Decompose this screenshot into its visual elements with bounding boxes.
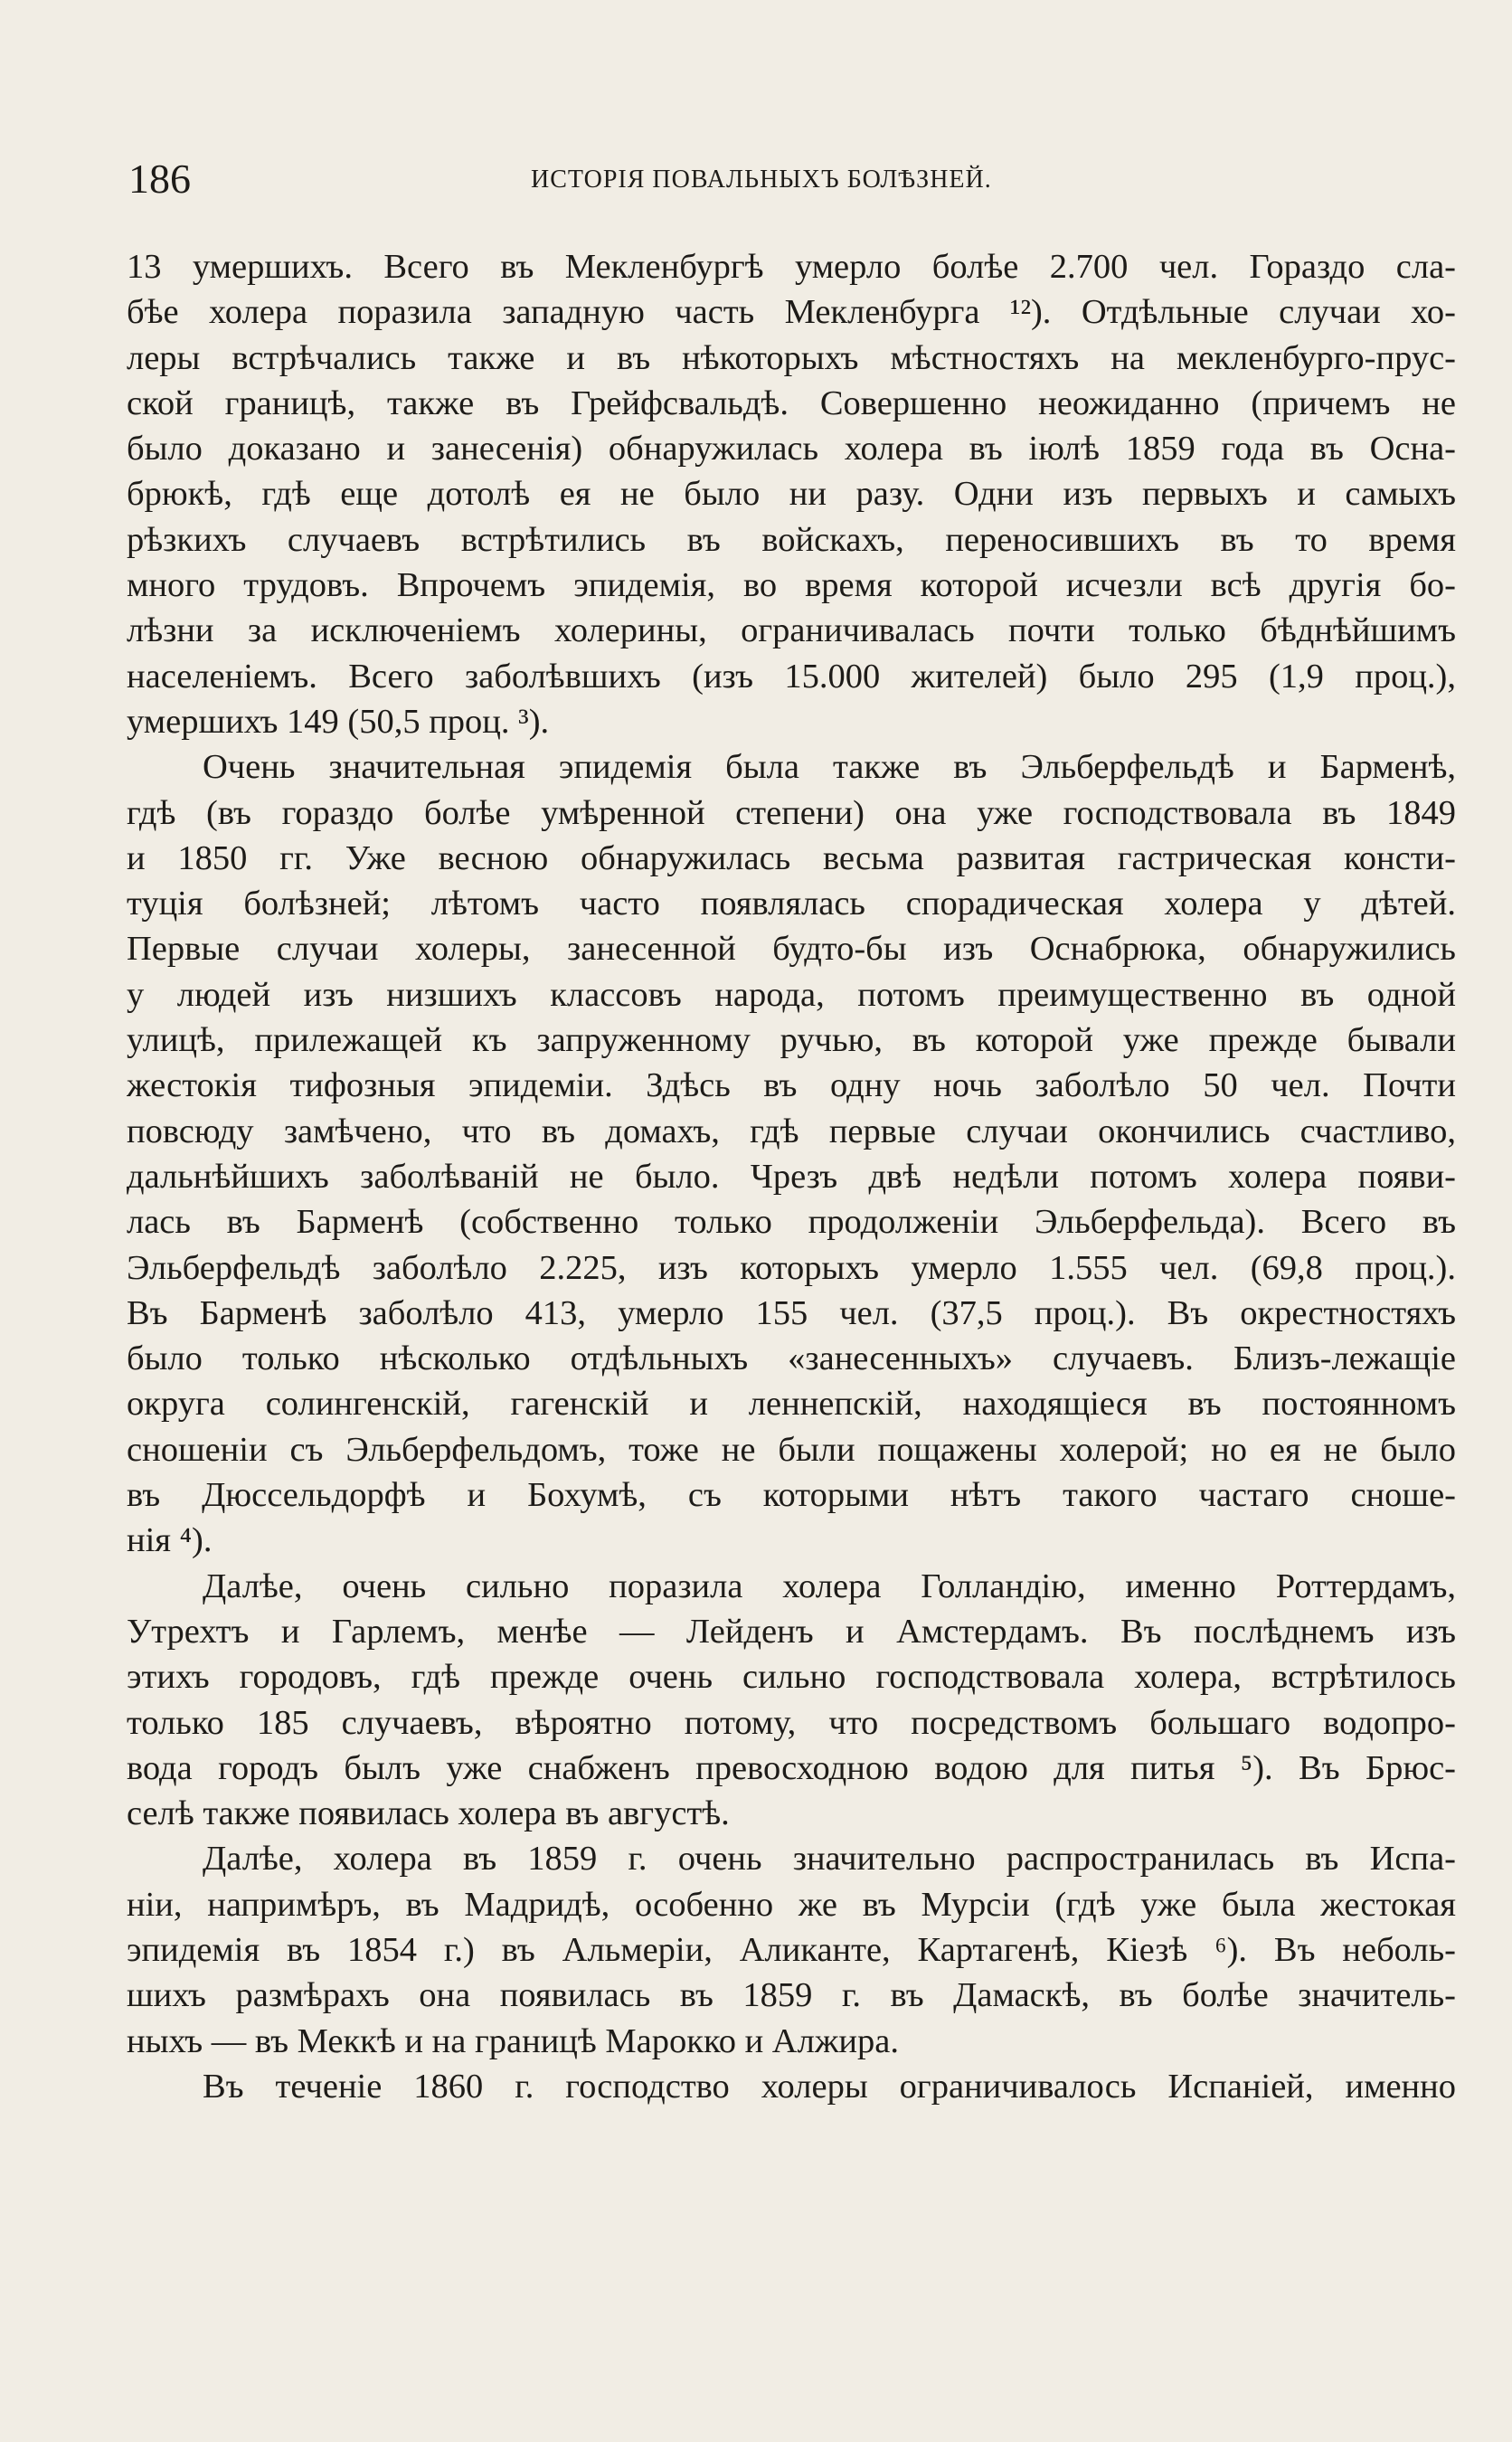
running-head <box>128 152 1431 206</box>
text-line: Очень значительная эпидемія была также въ Эльберфельдѣ и Барменѣ, <box>203 748 1456 787</box>
text-line: ніи, напримѣръ, въ Мадридѣ, особенно же въ Мурсіи (гдѣ уже была жестокая <box>127 1885 1456 1924</box>
text-line: умершихъ 149 (50,5 проц. ³). <box>127 702 550 741</box>
text-line: лѣзни за исключеніемъ холерины, ограничивалась почти только бѣднѣйшимъ <box>127 611 1456 650</box>
text-line: нія ⁴). <box>127 1521 213 1560</box>
text-line: Эльберфельдѣ заболѣло 2.225, изъ которыхъ умерло 1.555 чел. (69,8 проц.). <box>127 1248 1456 1287</box>
text-line: сношеніи съ Эльберфельдомъ, тоже не были пощажены холерой; но ея не было <box>127 1430 1456 1469</box>
text-line: бѣе холера поразила западную часть Мекленбурга ¹²). Отдѣльные случаи хо- <box>127 293 1456 332</box>
text-line: ныхъ — въ Меккѣ и на границѣ Марокко и Алжира. <box>127 2021 899 2060</box>
text-line: Первые случаи холеры, занесенной будто-бы изъ Оснабрюка, обнаружились <box>127 930 1456 969</box>
page-number: 186 <box>128 156 191 202</box>
text-line: леры встрѣчались также и въ нѣкоторыхъ мѣстностяхъ на мекленбурго-прус- <box>127 338 1456 377</box>
body-text <box>127 244 1456 2109</box>
text-line: селѣ также появилась холера въ августѣ. <box>127 1794 730 1833</box>
text-line: эпидемія въ 1854 г.) въ Альмеріи, Аликанте, Картагенѣ, Кіезѣ ⁶). Въ неболь- <box>127 1930 1456 1969</box>
text-line: въ Дюссельдорфѣ и Бохумѣ, съ которыми нѣтъ такого частаго сноше- <box>127 1476 1456 1515</box>
text-line: туція болѣзней; лѣтомъ часто появлялась спорадическая холера у дѣтей. <box>127 885 1456 923</box>
text-line: населеніемъ. Всего заболѣвшихъ (изъ 15.000 жителей) было 295 (1,9 проц.), <box>127 657 1456 696</box>
text-line: и 1850 гг. Уже весною обнаружилась весьма развитая гастрическая консти- <box>127 838 1456 877</box>
text-line: было только нѣсколько отдѣльныхъ «занесенныхъ» случаевъ. Близъ-лежащіе <box>127 1339 1456 1378</box>
text-line: 13 умершихъ. Всего въ Мекленбургѣ умерло болѣе 2.700 чел. Гораздо сла- <box>127 248 1456 286</box>
text-line: округа солингенскій, гагенскій и леннепскій, находящіеся въ постоянномъ <box>127 1385 1456 1424</box>
text-line: рѣзкихъ случаевъ встрѣтились въ войскахъ, переносившихъ въ то время <box>127 520 1456 559</box>
text-line: Утрехтъ и Гарлемъ, менѣе — Лейденъ и Амстердамъ. Въ послѣднемъ изъ <box>127 1612 1456 1651</box>
text-line: улицѣ, прилежащей къ запруженному ручью, въ которой уже прежде бывали <box>127 1021 1456 1060</box>
text-line: у людей изъ низшихъ классовъ народа, потомъ преимущественно въ одной <box>127 975 1456 1014</box>
text-line: ской границѣ, также въ Грейфсвальдѣ. Совершенно неожиданно (причемъ не <box>127 383 1456 422</box>
running-title: ИСТОРІЯ ПОВАЛЬНЫХЪ БОЛѢЗНЕЙ. <box>531 166 992 194</box>
text-line: жестокія тифозныя эпидеміи. Здѣсь въ одну ночь заболѣло 50 чел. Почти <box>127 1066 1456 1105</box>
text-line: гдѣ (въ гораздо болѣе умѣренной степени) она уже господствовала въ 1849 <box>127 793 1456 832</box>
text-line: Въ Барменѣ заболѣло 413, умерло 155 чел. (37,5 проц.). Въ окрестностяхъ <box>127 1293 1456 1332</box>
text-line: этихъ городовъ, гдѣ прежде очень сильно господствовала холера, встрѣтилось <box>127 1658 1456 1697</box>
text-line: шихъ размѣрахъ она появилась въ 1859 г. въ Дамаскѣ, въ болѣе значитель- <box>127 1976 1456 2015</box>
text-line: было доказано и занесенія) обнаружилась холера въ іюлѣ 1859 года въ Осна- <box>127 430 1456 469</box>
text-line: Далѣе, очень сильно поразила холера Голландію, именно Роттердамъ, <box>203 1566 1456 1605</box>
text-line: только 185 случаевъ, вѣроятно потому, что посредствомъ большаго водопро- <box>127 1703 1456 1742</box>
text-line: Далѣе, холера въ 1859 г. очень значительно распространилась въ Испа- <box>203 1840 1456 1879</box>
text-line: лась въ Барменѣ (собственно только продолженіи Эльберфельда). Всего въ <box>127 1203 1456 1242</box>
text-line: много трудовъ. Впрочемъ эпидемія, во время которой исчезли всѣ другія бо- <box>127 566 1456 605</box>
text-line: Въ теченіе 1860 г. господство холеры ограничивалось Испаніей, именно <box>203 2067 1456 2106</box>
text-line: брюкѣ, гдѣ еще дотолѣ ея не было ни разу. Одни изъ первыхъ и самыхъ <box>127 475 1456 514</box>
text-line: повсюду замѣчено, что въ домахъ, гдѣ первые случаи окончились счастливо, <box>127 1112 1456 1150</box>
text-line: вода городъ былъ уже снабженъ превосходною водою для питья ⁵). Въ Брюс- <box>127 1748 1456 1787</box>
text-line: дальнѣйшихъ заболѣваній не было. Чрезъ двѣ недѣли потомъ холера появи- <box>127 1157 1456 1196</box>
